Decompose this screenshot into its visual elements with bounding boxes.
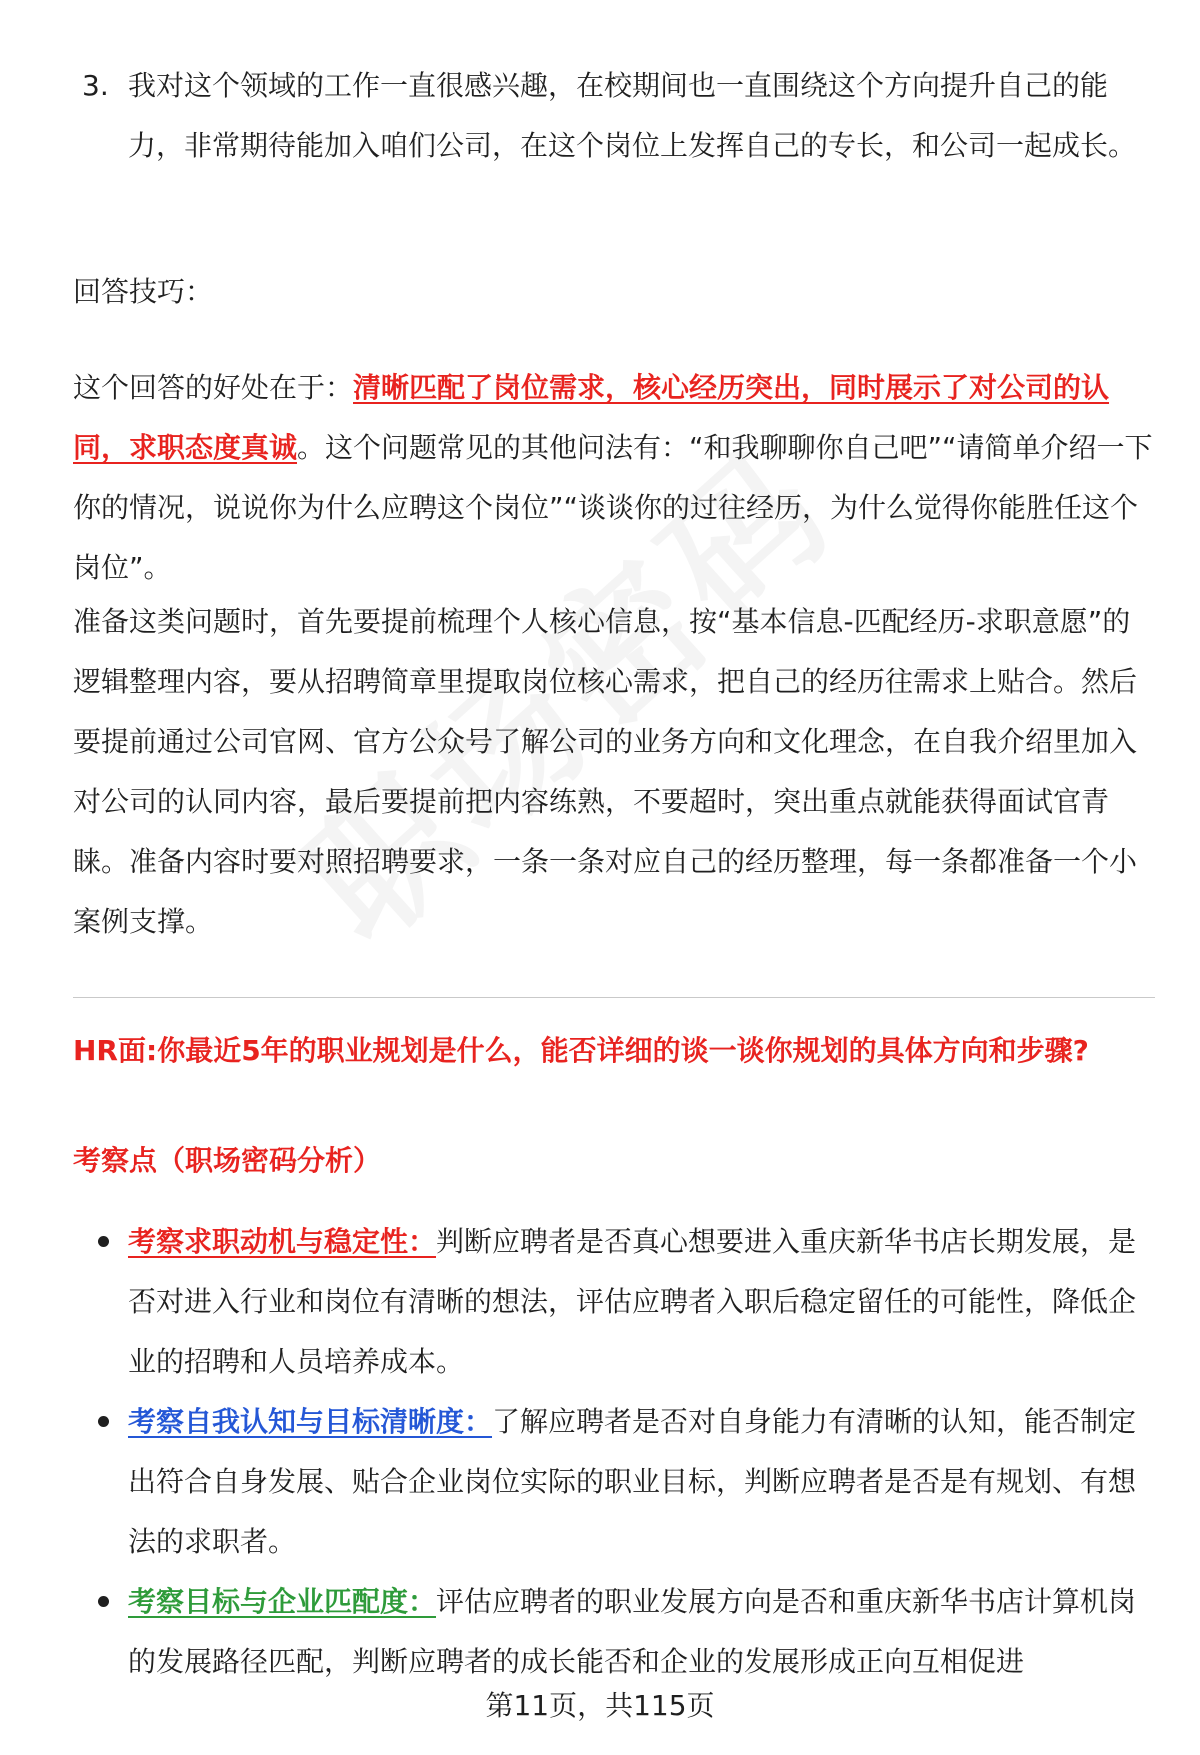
- page-number-footer: 第11页，共115页: [485, 1689, 715, 1722]
- bullet-keyword: 考察自我认知与目标清晰度：: [128, 1405, 493, 1438]
- answer-analysis-paragraph: [73, 358, 1153, 598]
- list-item: [98, 1212, 1158, 1392]
- item-text: 我对这个领域的工作一直很感兴趣，在校期间也一直围绕这个方向提升自己的能力，非常期待能加入咱们公司，在这个岗位上发挥自己的专长，和公司一起成长。: [128, 69, 1137, 162]
- bullet-keyword: 考察求职动机与稳定性：: [128, 1225, 437, 1258]
- section-title: HR面:你最近5年的职业规划是什么，能否详细的谈一谈你规划的具体方向和步骤?: [73, 1034, 1089, 1067]
- list-item: [98, 1572, 1158, 1692]
- paragraph-lead: 这个回答的好处在于：: [73, 371, 354, 404]
- bullet-keyword: 考察目标与企业匹配度：: [128, 1585, 437, 1618]
- tips-label: 回答技巧：: [73, 275, 214, 308]
- bullet-dot-icon: [98, 1236, 109, 1247]
- bullet-text: 判断应聘者是否真心想要进入重庆新华书店长期发展，是否对进入行业和岗位有清晰的想法，评估应聘者入职后稳定留任的可能性，降低企业的招聘和人员培养成本。: [128, 1225, 1137, 1378]
- bullet-list: [98, 1212, 1158, 1692]
- section-divider: [73, 997, 1155, 998]
- sub-heading: 考察点（职场密码分析）: [73, 1144, 382, 1177]
- bullet-text: 评估应聘者的职业发展方向是否和重庆新华书店计算机岗的发展路径匹配，判断应聘者的成长能否和企业的发展形成正向互相促进: [128, 1585, 1137, 1678]
- numbered-item-3: [82, 56, 1142, 176]
- highlighted-phrase: 清晰匹配了岗位需求，核心经历突出，同时展示了对公司的认同，求职态度真诚: [73, 371, 1110, 464]
- preparation-paragraph: 准备这类问题时，首先要提前梳理个人核心信息，按“基本信息-匹配经历-求职意愿”的逻辑整理内容，要从招聘简章里提取岗位核心需求，把自己的经历往需求上贴合。然后要提前通过公司官网、官方公众号了解公司的业务方向和文化理念，在自我介绍里加入对公司的认同内容，最后要提前把内容练熟，不要超时，突出重点就能获得面试官青睐。准备内容时要对照招聘要求，一条一条对应自己的经历整理，每一条都准备一个小案例支撑。: [73, 605, 1138, 938]
- bullet-dot-icon: [98, 1596, 109, 1607]
- item-number: 3.: [82, 69, 109, 102]
- list-item: [98, 1392, 1158, 1572]
- paragraph-rest: 。这个问题常见的其他问法有：“和我聊聊你自己吧”“请简单介绍一下你的情况，说说你为什么应聘这个岗位”“谈谈你的过往经历，为什么觉得你能胜任这个岗位”。: [73, 431, 1153, 584]
- bullet-text: 了解应聘者是否对自身能力有清晰的认知，能否制定出符合自身发展、贴合企业岗位实际的职业目标，判断应聘者是否是有规划、有想法的求职者。: [128, 1405, 1137, 1558]
- bullet-dot-icon: [98, 1416, 109, 1427]
